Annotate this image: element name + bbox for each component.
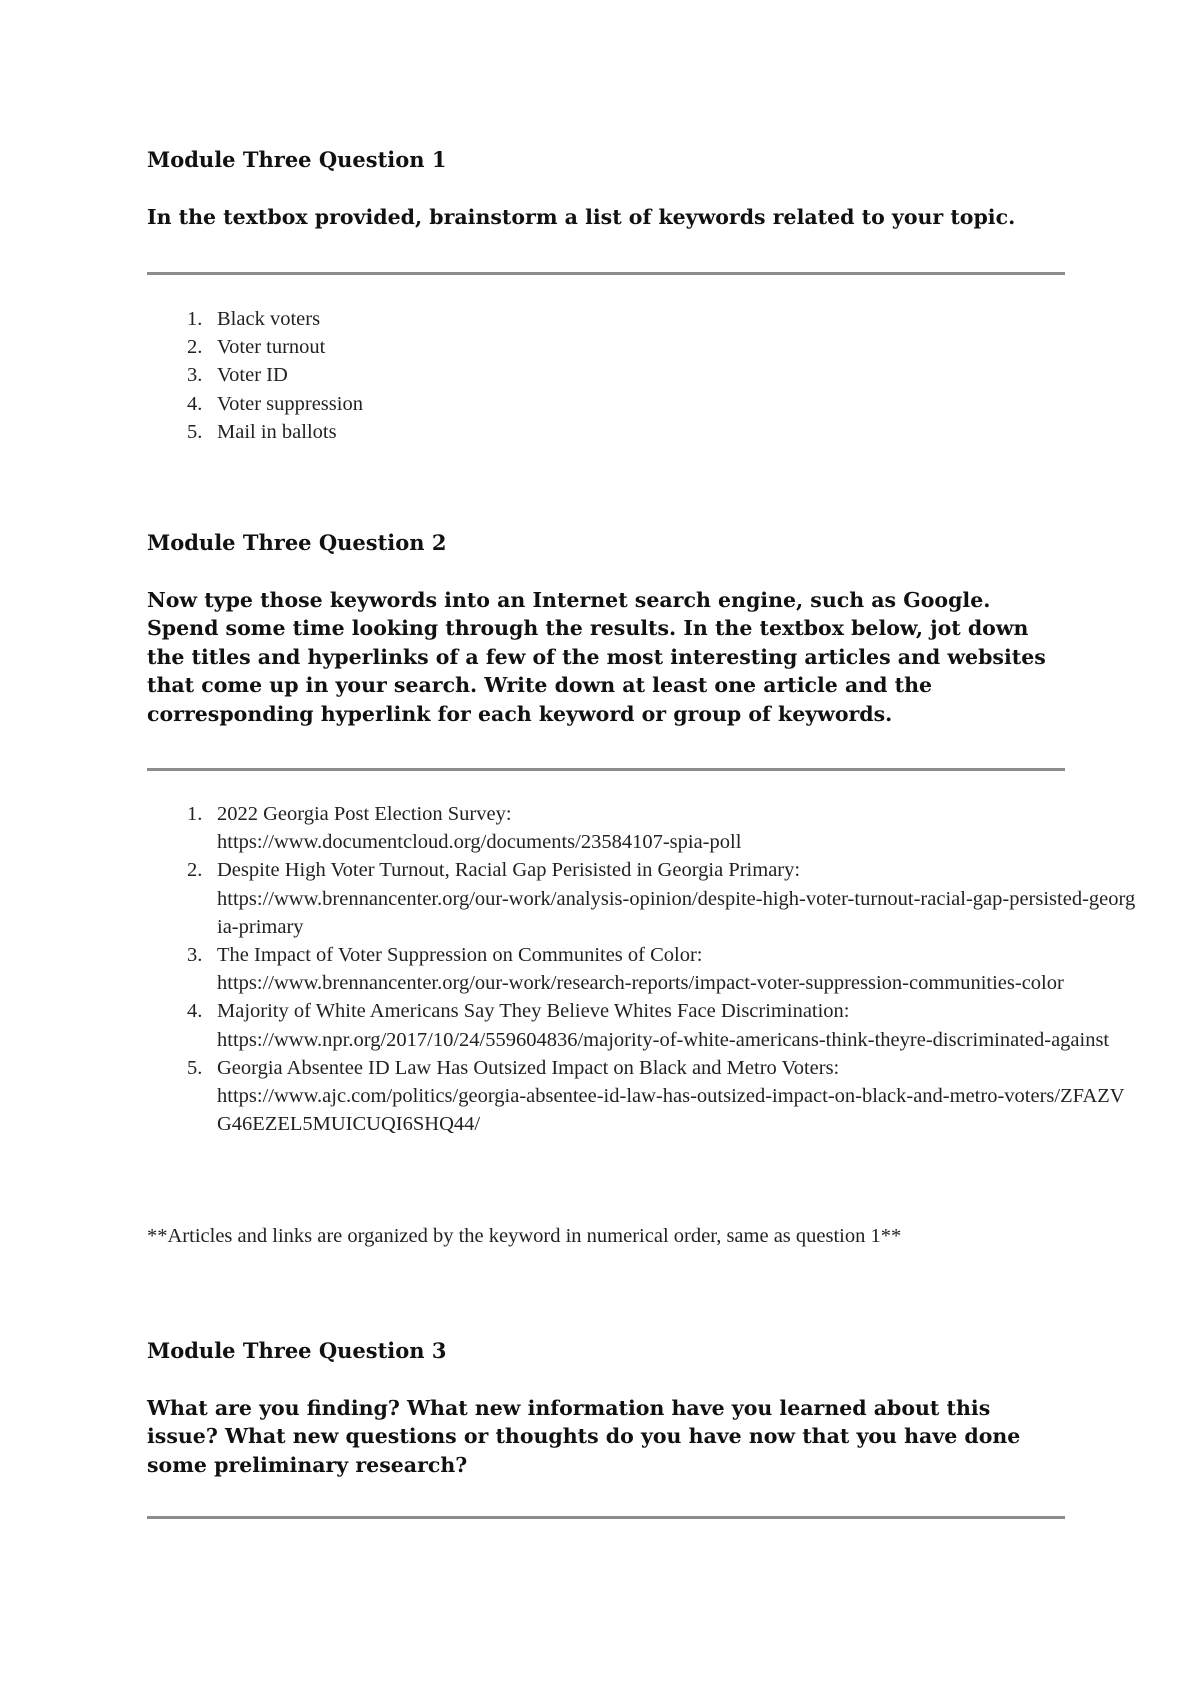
article-title: 2022 Georgia Post Election Survey: bbox=[217, 803, 512, 825]
list-item: 5. Georgia Absentee ID Law Has Outsized Impact on Black and Metro Voters: https://www.ajc.com/politics/georgia-absentee-id-law-has-outsized-impact-on-black-and-metro-voters/ZFAZVG46EZEL5MUICUQI6SHQ44/ bbox=[217, 1054, 1137, 1139]
q2-answer-list bbox=[147, 800, 1137, 1138]
list-item: 2. Voter turnout bbox=[187, 336, 326, 359]
q3-textbox-border bbox=[147, 1516, 1065, 1519]
q1-heading: Module Three Question 1 bbox=[147, 147, 447, 172]
article-link[interactable]: https://www.ajc.com/politics/georgia-absentee-id-law-has-outsized-impact-on-black-and-metro-voters/ZFAZVG46EZEL5MUICUQI6SHQ44/ bbox=[217, 1085, 1125, 1136]
list-item: 4. Voter suppression bbox=[187, 392, 363, 415]
list-item: 3. The Impact of Voter Suppression on Communites of Color: https://www.brennancenter.org/our-work/research-reports/impact-voter-suppression-communities-color bbox=[217, 941, 1137, 997]
q3-prompt: What are you finding? What new information have you learned about this issue? What new questions or thoughts do you have now that you have done some preliminary research? bbox=[147, 1396, 1021, 1477]
list-item: 3. Voter ID bbox=[187, 364, 288, 387]
list-item: 5. Mail in ballots bbox=[187, 420, 337, 443]
list-item: 1. 2022 Georgia Post Election Survey: https://www.documentcloud.org/documents/23584107-spia-poll bbox=[217, 800, 1137, 856]
q1-answer-list bbox=[147, 305, 1137, 446]
list-item: 4. Majority of White Americans Say They Believe Whites Face Discrimination: https://www.npr.org/2017/10/24/559604836/majority-of-white-americans-think-theyre-discriminated-against bbox=[217, 997, 1137, 1053]
q3-heading: Module Three Question 3 bbox=[147, 1338, 447, 1363]
article-link[interactable]: https://www.npr.org/2017/10/24/559604836/majority-of-white-americans-think-theyre-discriminated-against bbox=[217, 1028, 1110, 1051]
ordering-note: **Articles and links are organized by the keyword in numerical order, same as question 1** bbox=[147, 1225, 902, 1247]
article-title: Georgia Absentee ID Law Has Outsized Impact on Black and Metro Voters: bbox=[217, 1056, 840, 1079]
article-link[interactable]: https://www.documentcloud.org/documents/23584107-spia-poll bbox=[217, 831, 742, 854]
q2-prompt: Now type those keywords into an Internet search engine, such as Google. Spend some time looking through the results. In the textbox below, jot down the titles and hyperlinks of a few of the most interesting articles and websites that come up in your search. Write down at least one article and the corresponding hyperlink for each keyword or group of keywords. bbox=[147, 588, 1046, 726]
article-title: The Impact of Voter Suppression on Communites of Color: bbox=[217, 944, 703, 967]
article-link[interactable]: https://www.brennancenter.org/our-work/research-reports/impact-voter-suppression-communities-color bbox=[217, 972, 1064, 995]
q1-prompt: In the textbox provided, brainstorm a list of keywords related to your topic. bbox=[147, 205, 1016, 229]
article-title: Despite High Voter Turnout, Racial Gap Perisisted in Georgia Primary: bbox=[217, 859, 801, 882]
q2-heading: Module Three Question 2 bbox=[147, 530, 447, 555]
q1-textbox-border bbox=[147, 272, 1065, 275]
q2-textbox-border bbox=[147, 768, 1065, 771]
article-link[interactable]: https://www.brennancenter.org/our-work/analysis-opinion/despite-high-voter-turnout-racial-gap-persisted-georgia-primary bbox=[217, 887, 1136, 938]
list-item: 2. Despite High Voter Turnout, Racial Gap Perisisted in Georgia Primary: https://www.brennancenter.org/our-work/analysis-opinion/despite-high-voter-turnout-racial-gap-persisted-georgia-primary bbox=[217, 856, 1137, 941]
article-title: Majority of White Americans Say They Believe Whites Face Discrimination: bbox=[217, 1000, 850, 1023]
list-item: 1. Black voters bbox=[187, 308, 321, 330]
